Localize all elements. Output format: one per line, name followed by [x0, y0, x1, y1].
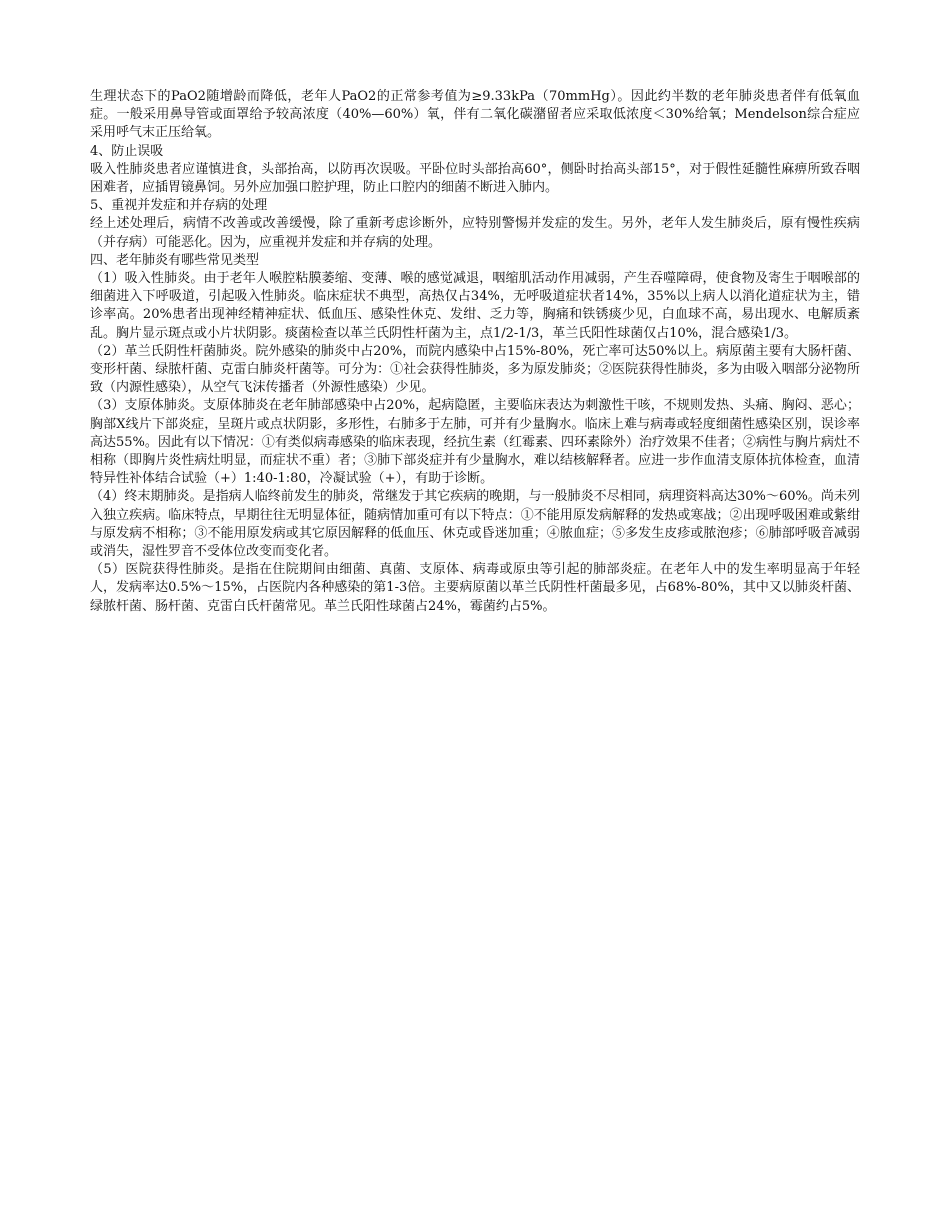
heading-prevent-aspiration: 4、防止误吸 — [90, 143, 164, 159]
paragraph-mycoplasma-pneumonia: （3）支原体肺炎。支原体肺炎在老年肺部感染中占20%，起病隐匿，主要临床表达为刺激性干咳，不规则发热、头痛、胸闷、恶心；胸部X线片下部炎症，呈斑片或点状阴影，多形性，右肺多于左肺，可并有少量胸水。临床上难与病毒或轻度细菌性感染区别，误诊率高达55%。因此有以下情况：①有类似病毒感染的临床表现，经抗生素（红霉素、四环素除外）治疗效果不佳者；②病性与胸片病灶不相称（即胸片炎性病灶明显，而症状不重）者；③肺下部炎症并有少量胸水，难以结核解释者。应进一步作血清支原体抗体检查，血清特异性补体结合试验（+）1:40-1:80，冷凝试验（+），有助于诊断。 — [90, 398, 860, 487]
heading-complications: 5、重视并发症和并存病的处理 — [90, 198, 268, 214]
paragraph-complications: 经上述处理后，病情不改善或改善缓慢，除了重新考虑诊断外，应特别警惕并发症的发生。另外，老年人发生肺炎后，原有慢性疾病（并存病）可能恶化。因为，应重视并发症和并存病的处理。 — [90, 216, 860, 250]
paragraph-terminal-pneumonia: （4）终末期肺炎。是指病人临终前发生的肺炎，常继发于其它疾病的晚期，与一般肺炎不尽相同，病理资料高达30%～60%。尚未列入独立疾病。临床特点，早期往往无明显体征，随病情加重可有以下特点：①不能用原发病解释的发热或寒战；②出现呼吸困难或紫绀与原发病不相称；③不能用原发病或其它原因解释的低血压、休克或昏迷加重；④脓血症；⑤多发生皮疹或脓泡疹；⑥肺部呼吸音减弱或消失，湿性罗音不受体位改变而变化者。 — [90, 489, 860, 560]
paragraph-oxygen-therapy: 生理状态下的PaO2随增龄而降低，老年人PaO2的正常参考值为≥9.33kPa（70mmHg）。因此约半数的老年肺炎患者伴有低氧血症。一般采用鼻导管或面罩给予较高浓度（40%—60%）氧，伴有二氧化碳潴留者应采取低浓度＜30%给氧；Mendelson综合症应采用呼气末正压给氧。 — [90, 89, 860, 141]
paragraph-aspiration-pneumonia: （1）吸入性肺炎。由于老年人喉腔粘膜萎缩、变薄、喉的感觉减退，咽缩肌活动作用减弱，产生吞噬障碍，使食物及寄生于咽喉部的细菌进入下呼吸道，引起吸入性肺炎。临床症状不典型，高热仅占34%，无呼吸道症状者14%，35%以上病人以消化道症状为主，错诊率高。20%患者出现神经精神症状、低血压、感染性休克、发绀、乏力等，胸痛和铁锈痰少见，白血球不高，易出现水、电解质紊乱。胸片显示斑点或小片状阴影。痰菌检查以革兰氏阴性杆菌为主，点1/2-1/3，革兰氏阳性球菌仅占10%，混合感染1/3。 — [90, 271, 860, 341]
paragraph-prevent-aspiration: 吸入性肺炎患者应谨慎进食，头部抬高，以防再次误吸。平卧位时头部抬高60°，侧卧时抬高头部15°，对于假性延髓性麻痹所致吞咽困难者，应插胃镜鼻饲。另外应加强口腔护理，防止口腔内的细菌不断进入肺内。 — [90, 161, 860, 196]
paragraph-hospital-acquired-pneumonia: （5）医院获得性肺炎。是指在住院期间由细菌、真菌、支原体、病毒或原虫等引起的肺部炎症。在老年人中的发生率明显高于年轻人，发病率达0.5%～15%，占医院内各种感染的第1-3倍。主要病原菌以革兰氏阴性杆菌最多见，占68%-80%，其中又以肺炎杆菌、绿脓杆菌、肠杆菌、克雷白氏杆菌常见。革兰氏阳性球菌占24%，霉菌约占5%。 — [90, 562, 860, 614]
paragraph-gram-negative-pneumonia: （2）革兰氏阴性杆菌肺炎。院外感染的肺炎中占20%，而院内感染中占15%-80%，死亡率可达50%以上。病原菌主要有大肠杆菌、变形杆菌、绿脓杆菌、克雷白肺炎杆菌等。可分为：①社会获得性肺炎，多为原发肺炎；②医院获得性肺炎，多为由吸入咽部分泌物所致（内源性感染），从空气飞沫传播者（外源性感染）少见。 — [90, 343, 860, 396]
document-page — [90, 88, 860, 616]
heading-pneumonia-types: 四、老年肺炎有哪些常见类型 — [90, 252, 260, 268]
